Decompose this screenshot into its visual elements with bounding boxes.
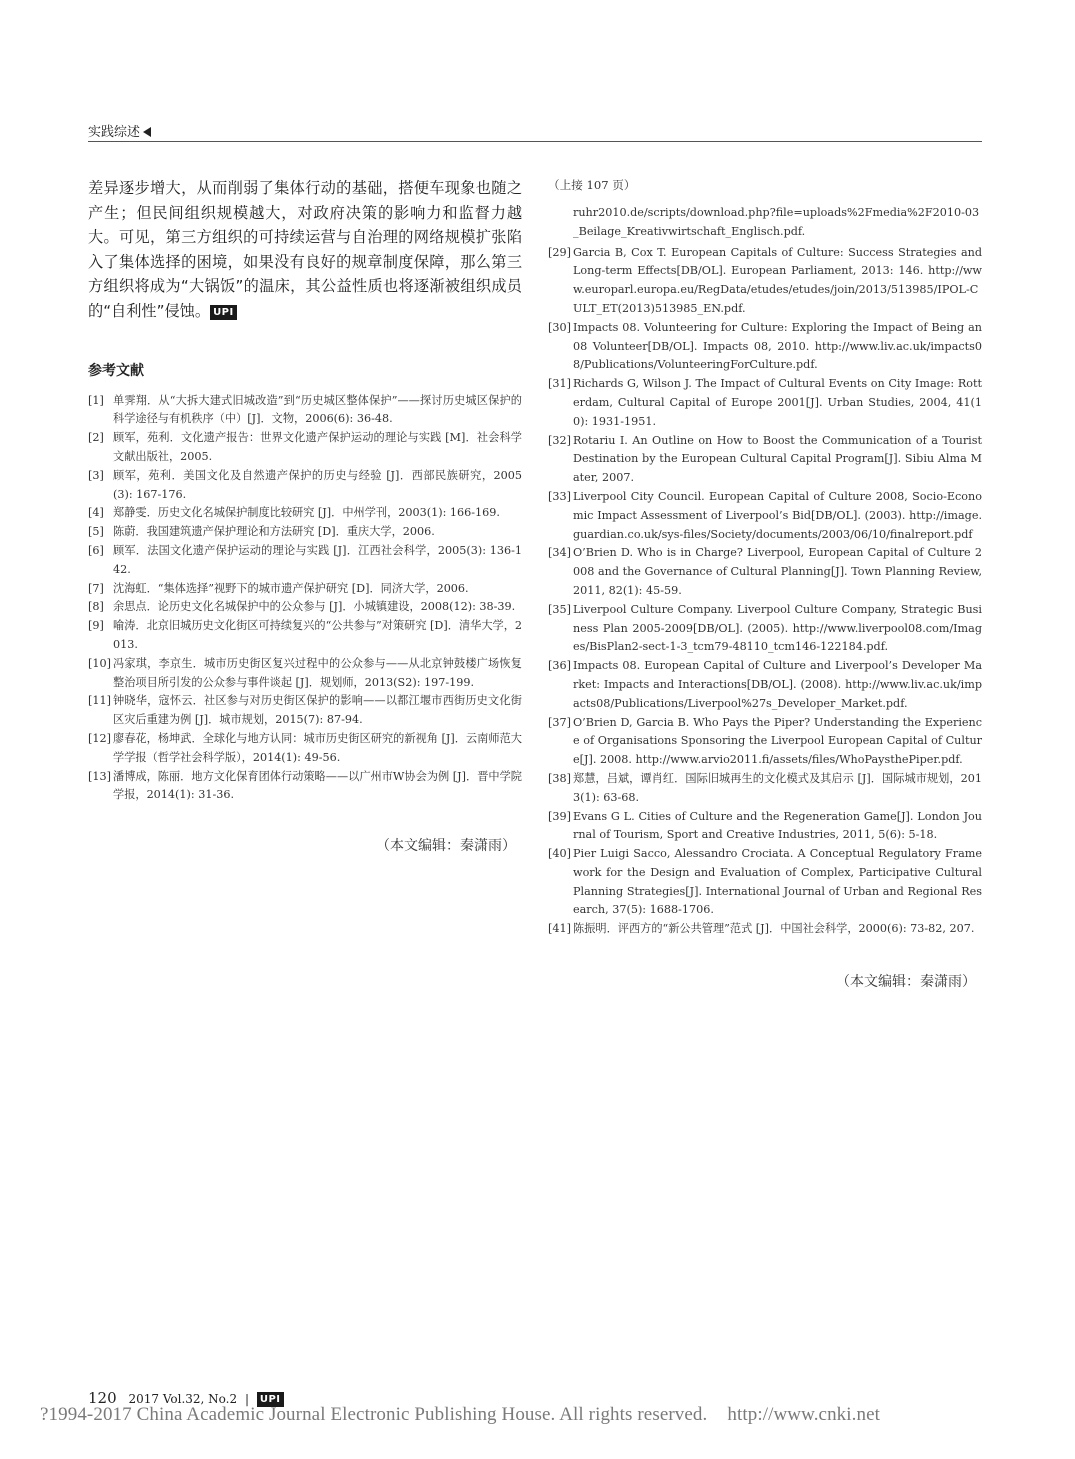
copyright-line [40,1404,880,1426]
reference-text: 余思点．论历史文化名城保护中的公众参与 [J]．小城镇建设，2008(12): 38-39. [113,600,516,614]
reference-text: 顾军，苑利．文化遗产报告：世界文化遗产保护运动的理论与实践 [M]．社会科学文献出版社，2005. [113,431,522,463]
reference-text: Rotariu I. An Outline on How to Boost the Communication of a Tourist Destination by the European Cultural Capital Program[J]. Sibiu Alma Mater, 2007. [573,433,982,485]
reference-item [548,601,982,657]
reference-item [548,375,982,431]
body-paragraph [88,176,522,324]
reference-text: O’Brien D, Garcia B. Who Pays the Piper? Understanding the Experience of Organisations Sponsoring the Liverpool European Capital of Culture[J]. 2008. http://www.arvio2011.fi/assets/files/WhoPaysthePiper.pdf. [573,715,982,767]
reference-text: Liverpool Culture Company. Liverpool Culture Company, Strategic Business Plan 2005-2009[DB/OL]. (2005). http://www.liverpool08.com/Images/BisPlan2-sect-1-3_tcm79-48110_tcm146-122184.pdf. [573,602,982,654]
reference-text: 沈海虹．“集体选择”视野下的城市遗产保护研究 [D]．同济大学，2006. [113,581,469,595]
issue-info: 2017 Vol.32, No.2 [128,1392,238,1406]
reference-number: [39] [548,809,571,823]
reference-number: [35] [548,602,571,616]
body-paragraph-text: 差异逐步增大，从而削弱了集体行动的基础，搭便车现象也随之产生；但民间组织规模越大，对政府决策的影响力和监督力越大。可见，第三方组织的可持续运营与自治理的网络规模扩张陷入了集体选择的困境，如果没有良好的规章制度保障，那么第三方组织将成为“大锅饭”的温床，其公益性质也将逐渐被组织成员的“自利性”侵蚀。 [88,179,522,320]
reference-number: [3] [88,468,104,482]
reference-item [548,244,982,319]
right-column [548,176,982,991]
reference-number: [11] [88,694,111,708]
reference-number: [40] [548,847,571,861]
reference-item [88,730,522,768]
reference-number: [34] [548,546,571,560]
section-label [88,121,151,140]
reference-text: 廖春花，杨坤武．全球化与地方认同：城市历史街区研究的新视角 [J]．云南师范大学学报（哲学社会科学版），2014(1): 49-56. [113,731,522,764]
reference-text: 郑静雯．历史文化名城保护制度比较研究 [J]．中州学刊，2003(1): 166-169. [113,506,500,520]
reference-number: [7] [88,581,104,595]
reference-number: [2] [88,431,104,445]
reference-item [88,429,522,467]
reference-item [88,768,522,806]
reference-list [88,392,522,806]
reference-number: [5] [88,525,104,539]
reference-text: Evans G L. Cities of Culture and the Regeneration Game[J]. London Journal of Tourism, Sport and Creative Industries, 2011, 5(6): 5-18. [573,809,982,842]
reference-number: [33] [548,489,571,503]
reference-item [548,770,982,808]
reference-number: [31] [548,377,571,391]
reference-number: [4] [88,506,104,520]
reference-item [88,392,522,430]
reference-text: Liverpool City Council. European Capital of Culture 2008, Socio-Economic Impact Assessment of Liverpool’s Bid[DB/OL]. (2003). http://image.guardian.co.uk/sys-files/Society/documents/2003/06/10/finalreport.pdf [573,489,982,541]
reference-text: Richards G, Wilson J. The Impact of Cultural Events on City Image: Rotterdam, Cultural Capital of Europe 2001[J]. Urban Studies, 2004, 41(10): 1931-1951. [573,377,982,428]
reference-item [88,655,522,693]
arrow-left-icon [143,127,151,137]
reference-item [548,808,982,846]
reference-item [548,319,982,375]
reference-number: [32] [548,433,571,447]
reference-text: Pier Luigi Sacco, Alessandro Crociata. A Conceptual Regulatory Framework for the Design and Evaluation of Complex, Participative Cultural Planning Strategies[J]. International Journal of Urban and Regional Research, 37(5): 1688-1706. [573,847,982,917]
reference-text: Garcia B, Cox T. European Capitals of Culture: Success Strategies and Long-term Effects[DB/OL]. European Parliament, 2013: 146. http://www.europarl.europa.eu/RegData/etudes/etudes/join/2013/513985/IPOL-CULT_ET(2013)513985_EN.pdf. [573,245,982,315]
reference-number: [12] [88,731,111,745]
reference-number: [30] [548,320,571,334]
left-column [88,176,522,855]
reference-item [88,617,522,655]
copyright-text: ?1994-2017 China Academic Journal Electronic Publishing House. All rights reserved. [40,1404,708,1425]
reference-text: 冯家琪，李京生．城市历史街区复兴过程中的公众参与——从北京钟鼓楼广场恢复整治项目所引发的公众参与事件谈起 [J]．规划师，2013(S2): 197-199. [113,656,522,689]
reference-number: [36] [548,659,571,673]
editor-note: （本文编辑：秦潇雨） [376,838,516,855]
reference-text: 郑慧，吕斌，谭肖红．国际旧城再生的文化模式及其启示 [J]．国际城市规划，2013(1): 63-68. [573,771,982,804]
reference-number: [8] [88,600,104,614]
reference-item [88,692,522,730]
reference-item [88,580,522,599]
continued-reference-text: ruhr2010.de/scripts/download.php?file=uploads%2Fmedia%2F2010-03_Beilage_Kreativwirtschaft_Englisch.pdf. [573,206,980,238]
reference-number: [29] [548,245,571,259]
reference-item [88,598,522,617]
upi-logo: UPI [210,305,237,320]
reference-item [548,920,982,939]
reference-item [88,542,522,580]
reference-text: Impacts 08. European Capital of Culture and Liverpool’s Developer Market: Impacts and Interactions[DB/OL]. (2008). http://www.liv.ac.uk/impacts08/Publications/Liverpool%27s_Developer_Market.pdf. [573,659,982,710]
running-header [88,121,982,142]
reference-number: [38] [548,771,571,785]
reference-text: 钟晓华，寇怀云．社区参与对历史街区保护的影响——以都江堰市西街历史文化街区灾后重建为例 [J]．城市规划，2015(7): 87-94. [113,694,522,727]
reference-item [548,657,982,713]
reference-text: 陈蔚．我国建筑遗产保护理论和方法研究 [D]．重庆大学，2006. [113,525,435,539]
page-number: 120 [88,1389,117,1407]
reference-item [88,523,522,542]
reference-number: [10] [88,656,111,670]
continued-note: （上接 107 页） [548,178,636,192]
reference-text: 潘博成，陈丽．地方文化保育团体行动策略——以广州市W协会为例 [J]．晋中学院学报，2014(1): 31-36. [113,769,522,802]
reference-item [88,504,522,523]
reference-item [88,467,522,505]
reference-item [548,488,982,544]
reference-text: 顾军，苑利．美国文化及自然遗产保护的历史与经验 [J]．西部民族研究，2005(3): 167-176. [113,468,522,501]
reference-text: 顾军．法国文化遗产保护运动的理论与实践 [J]．江西社会科学，2005(3): 136-142. [113,543,522,576]
reference-text: 陈振明．评西方的“新公共管理”范式 [J]．中国社会科学，2000(6): 73-82, 207. [573,922,975,936]
reference-text: Impacts 08. Volunteering for Culture: Exploring the Impact of Being an 08 Volunteer[DB/OL]. Impacts 08, 2010. http://www.liv.ac.uk/impacts08/Publications/VolunteeringForCulture.pdf. [573,320,982,372]
reference-item [548,544,982,600]
reference-number: [13] [88,769,111,783]
section-title: 实践综述 [88,125,141,140]
reference-number: [9] [88,619,104,633]
footer-upi-logo: UPI [257,1392,284,1407]
reference-number: [1] [88,393,104,407]
reference-item [548,714,982,770]
editor-note-right: （本文编辑：秦潇雨） [836,974,976,991]
reference-number: [37] [548,715,571,729]
copyright-url[interactable]: http://www.cnki.net [727,1404,881,1425]
reference-item [548,845,982,920]
reference-item [548,432,982,488]
reference-number: [6] [88,543,104,557]
reference-number: [41] [548,922,571,936]
reference-list-continued [548,244,982,939]
references-title: 参考文献 [88,362,144,379]
reference-text: 喻涛．北京旧城历史文化街区可持续复兴的“公共参与”对策研究 [D]．清华大学，2013. [113,619,523,651]
footer-separator: | [244,1392,249,1406]
reference-text: 单霁翔．从“大拆大建式旧城改造”到“历史城区整体保护”——探讨历史城区保护的科学途径与有机秩序（中）[J]．文物，2006(6): 36-48. [113,393,522,426]
reference-text: O’Brien D. Who is in Charge? Liverpool, European Capital of Culture 2008 and the Governance of Cultural Planning[J]. Town Planning Review, 2011, 82(1): 45-59. [573,546,982,597]
